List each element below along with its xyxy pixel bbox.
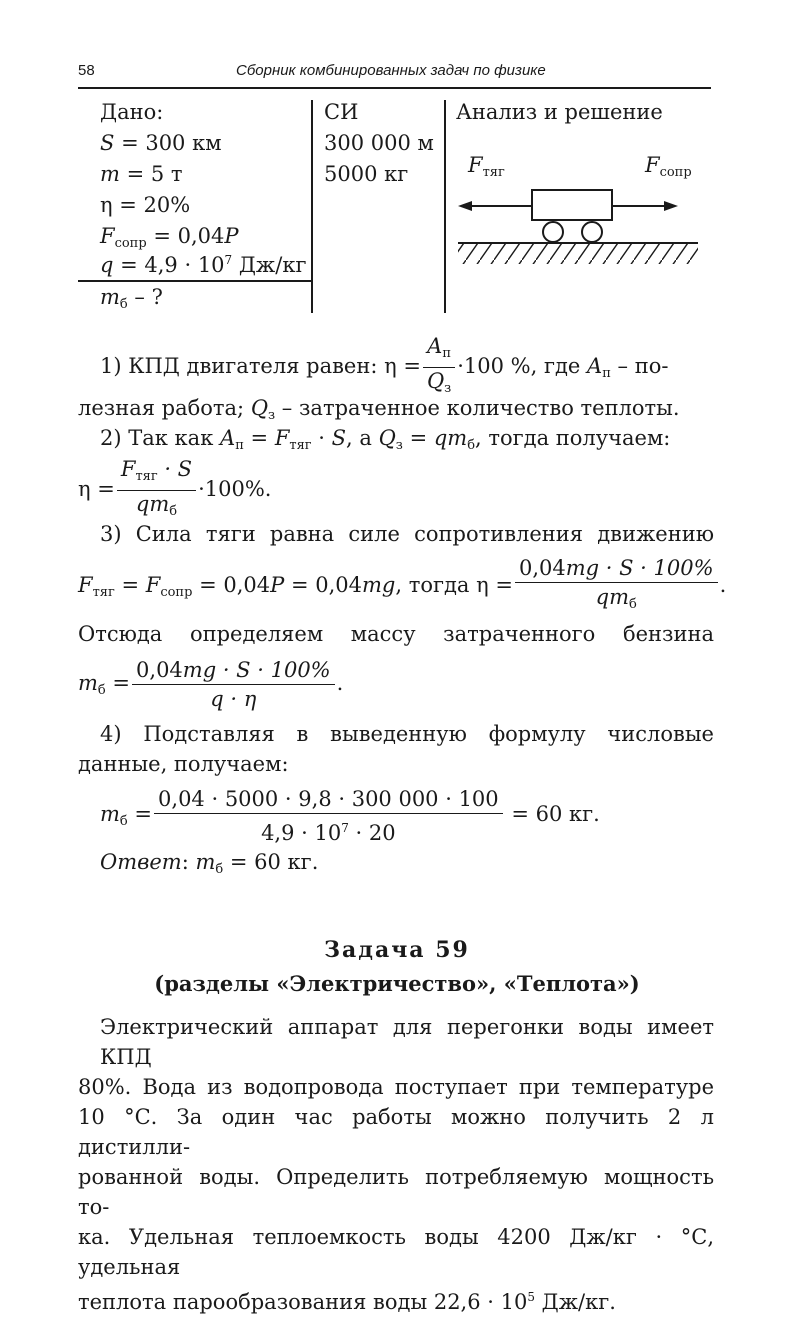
ground-hatching <box>458 244 698 264</box>
given-resistance: $F_{сопр} = 0,04P$ <box>100 224 239 251</box>
si-distance: 300 000 м <box>324 131 434 155</box>
problem-text-line: рованной воды. Определить потребляемую мощность то- <box>78 1165 714 1219</box>
problem-text-line: 80%. Вода из водопровода поступает при температуре <box>78 1075 714 1099</box>
traction-arrow-head <box>458 201 472 211</box>
force-traction-label: $F_{тяг}$ <box>468 153 505 180</box>
given-efficiency: η = 20% <box>100 193 191 217</box>
cart-body <box>532 190 612 220</box>
given-heat-value: $q = 4,9 \cdot 10^7$ Дж/кг <box>100 253 307 277</box>
problem-text-line: ка. Удельная теплоемкость воды 4200 Дж/кг · °С, удельная <box>78 1225 714 1279</box>
given-distance: S = 300 км <box>100 131 222 155</box>
running-header: Сборник комбинированных задач по физике <box>236 62 546 79</box>
column-divider-1 <box>311 100 313 313</box>
problem-text-line: 10 °С. За один час работы можно получить 2 л дистилли- <box>78 1105 714 1159</box>
given-separator <box>78 280 311 282</box>
header-rule <box>78 87 711 89</box>
answer-line: Ответ: $m_б = 60$ кг. <box>100 850 319 877</box>
step-2-line-1: 2) Так как $A_п = F_{тяг} \cdot S$, а $Q_з = qm_б$, тогда получаем: <box>100 426 671 453</box>
step-1-line-2: лезная работа; $Q_з$ – затраченное количество теплоты. <box>78 396 680 423</box>
given-label: Дано: <box>100 100 164 124</box>
given-mass: m = 5 т <box>100 162 183 186</box>
step-1-line-1: 1) КПД двигателя равен: η = $\frac{A_п}{Q_з}$ ·100 %, где $A_п - по-$ <box>100 333 668 393</box>
step-3-mass-formula: $m_б$ = $\frac{0,04mg \cdot S \cdot 100\%}{q \cdot \eta}$ . <box>78 658 344 711</box>
problem-text-line: Электрический аппарат для перегонки воды имеет КПД <box>100 1015 714 1069</box>
page-number: 58 <box>78 62 95 79</box>
column-divider-2 <box>444 100 446 313</box>
step-4-formula: $m_б$ = $\frac{0,04 \cdot 5000 \cdot 9,8 \cdot 300 000 \cdot 100}{4,9 \cdot 10^7 \cdot 20}$ = 60 кг. <box>100 786 600 845</box>
problem-title: Задача 59 <box>324 937 470 963</box>
step-3-line-3: Отсюда определяем массу затраченного бензина <box>78 622 714 646</box>
step-3-line-2: $F_{тяг} = F_{сопр} = 0,04P = 0,04mg$, тогда η = $\frac{0,04mg \cdot S \cdot 100\%}{qm_б}$ . <box>78 554 726 616</box>
step-4-line-2: данные, получаем: <box>78 752 289 776</box>
problem-text <box>78 1012 714 1317</box>
cart-wheel-right <box>582 222 602 242</box>
force-resistance-label: $F_{сопр}$ <box>645 153 692 180</box>
problem-subtitle: (разделы «Электричество», «Теплота») <box>154 971 640 996</box>
step-3-line-1: 3) Сила тяги равна силе сопротивления движению <box>100 522 714 546</box>
step-4-line-1: 4) Подставляя в выведенную формулу числовые <box>100 722 714 746</box>
si-mass: 5000 кг <box>324 162 409 186</box>
analysis-label: Анализ и решение <box>456 100 663 124</box>
problem-text-line: теплота парообразования воды $22,6 \cdot 10^5$ Дж/кг. <box>78 1290 616 1314</box>
resistance-arrow-head <box>664 201 678 211</box>
cart-diagram <box>452 180 712 270</box>
si-label: СИ <box>324 100 359 124</box>
step-2-formula: η = $\frac{F_{тяг} \cdot S}{qm_б}$ ·100%. <box>78 456 271 516</box>
find-quantity: $m_б$ – ? <box>100 285 163 312</box>
cart-wheel-left <box>543 222 563 242</box>
